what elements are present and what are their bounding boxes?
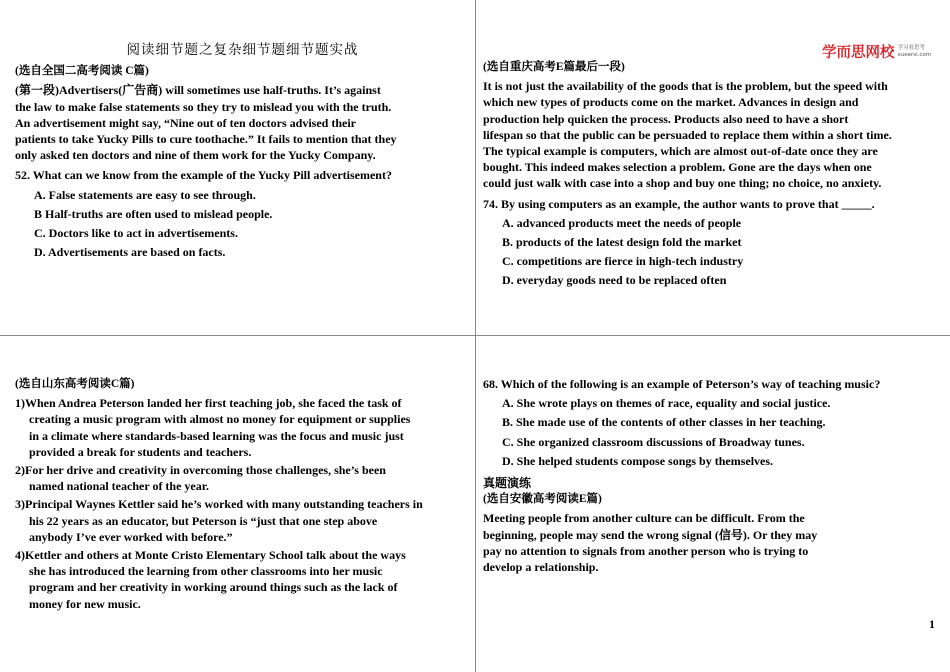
passage-line: lifespan so that the public can be persuaded to replace them within a short time. [483,127,892,142]
logo-slogan: 学习看思考 [897,44,926,51]
paragraph-line: 2)For her drive and creativity in overcoming those challenges, she’s been [15,463,386,478]
question: 68. Which of the following is an example of Peterson’s way of teaching music? [483,377,881,391]
paragraph-line: money for new music. [29,596,141,611]
option-d: D. everyday goods need to be replaced often [502,273,727,288]
option-a: A. False statements are easy to see through. [34,187,256,202]
paragraph-line: 1)When Andrea Peterson landed her first teaching job, she faced the task of [15,396,402,411]
option-c: C. She organized classroom discussions of Broadway tunes. [502,434,805,449]
passage-line: develop a relationship. [483,560,599,575]
section-label: 真题演练 [483,476,532,491]
option-a: A. She wrote plays on themes of race, equality and social justice. [502,396,831,411]
option-d: D. Advertisements are based on facts. [34,245,226,260]
option-b: B. products of the latest design fold the market [502,235,742,250]
option-c: C. Doctors like to act in advertisements. [34,226,238,241]
passage-line: (第一段)Advertisers(广告商) will sometimes use half-truths. It’s against [15,83,381,98]
passage-line: The typical example is computers, which are almost out-of-date once they are [483,144,878,159]
passage [15,82,470,163]
page-title: 阅读细节题之复杂细节题细节题实战 [126,42,359,57]
passage-line: patients to take Yucky Pills to cure toothache.” It fails to mention that they [15,132,397,147]
passage-line: bought. This indeed makes selection a problem. Gone are the days when one [483,160,872,175]
paragraph-line: provided a break for students and teachers. [29,444,252,459]
option-a: A. advanced products meet the needs of people [502,215,742,230]
panel-bottom-left [15,376,471,614]
paragraph-line: 4)Kettler and others at Monte Cristo Elementary School talk about the ways [15,548,406,563]
page-number: 1 [929,617,935,631]
source-label: (选自重庆高考E篇最后一段) [483,61,625,73]
vertical-divider [475,0,476,672]
paragraph-line: his 22 years as an educator, but Peterson is “just that one step above [29,513,378,528]
source-label: (选自安徽高考阅读E篇) [483,493,602,506]
paragraph-line: 3)Principal Waynes Kettler said he’s worked with many outstanding teachers in [15,497,423,512]
source-label: (选自山东高考阅读C篇) [15,378,135,390]
logo-subtext [898,45,932,59]
paragraph-line: anybody I’ve ever worked with before.” [29,529,233,544]
source-label: (选自全国二高考阅读 C篇) [15,65,149,78]
passage-line: pay no attention to signals from another person who is trying to [483,543,809,558]
passage-line: production help quicken the process. Products also need to have a short [483,111,849,126]
passage-line: could just walk with case into a shop and buy one thing; no choice, no anxiety. [483,176,882,191]
paragraph-3 [15,496,471,545]
paragraph-4 [15,547,471,612]
question: 74. By using computers as an example, the author wants to prove that _____. [483,196,875,211]
logo-text: 学而思网校 [822,45,895,61]
horizontal-divider [0,335,950,336]
option-b: B Half-truths are often used to mislead people. [34,206,273,221]
paragraph-line: she has introduced the learning from other classrooms into her music [29,564,383,579]
passage-line: Meeting people from another culture can be difficult. From the [483,511,805,526]
paragraph-line: in a climate where standards-based learning was the focus and music just [29,428,404,443]
paragraph-2 [15,462,471,494]
passage-line: the law to make false statements so they try to mislead you with the truth. [15,99,392,114]
passage-line: beginning, people may send the wrong signal (信号). Or they may [483,527,818,542]
logo-url: xueersi.com [897,51,932,58]
panel-top-right [483,59,945,289]
paragraph-line: creating a music program with almost no money for equipment or supplies [29,412,411,427]
passage-line: An advertisement might say, “Nine out of ten doctors advised their [15,115,356,130]
option-b: B. She made use of the contents of other classes in her teaching. [502,415,826,430]
panel-top-left [15,42,470,260]
paragraph-line: named national teacher of the year. [29,479,209,494]
passage-line: It is not just the availability of the goods that is the problem, but the speed with [483,79,888,94]
passage [483,510,943,575]
paragraph-line: program and her creativity in working around things such as the lack of [29,580,398,595]
question: 52. What can we know from the example of the Yucky Pill advertisement? [15,168,392,183]
option-c: C. competitions are fierce in high-tech industry [502,254,744,269]
paragraph-1 [15,395,471,460]
passage-line: only asked ten doctors and nine of them work for the Yucky Company. [15,148,376,163]
passage-line: which new types of products come on the market. Advances in design and [483,95,859,110]
passage [483,78,945,191]
panel-bottom-right [483,376,943,575]
option-d: D. She helped students compose songs by themselves. [502,453,774,468]
